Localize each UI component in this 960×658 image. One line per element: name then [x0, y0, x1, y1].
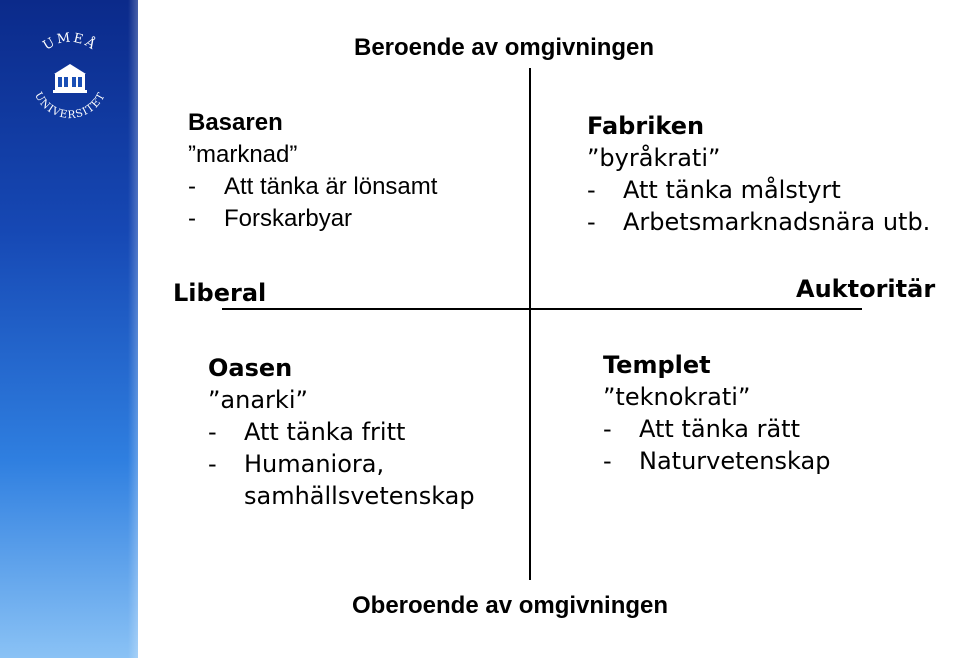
list-item-continuation: samhällsvetenskap [244, 482, 475, 510]
quadrant-title: Oasen [208, 354, 293, 382]
umea-university-logo-icon [20, 28, 120, 128]
quadrant-title: Templet [603, 351, 711, 379]
list-item-text: Humaniora, [244, 450, 385, 478]
building-icon [53, 64, 87, 93]
list-item-text: Forskarbyar [224, 205, 353, 232]
quadrant-subtitle: ”marknad” [188, 141, 298, 168]
list-item: - Att tänka fritt [208, 418, 406, 446]
vertical-axis [529, 68, 531, 580]
list-item: - Forskarbyar [188, 205, 353, 232]
side-gradient-band [0, 0, 138, 658]
list-item: - Att tänka är lönsamt [188, 173, 438, 200]
list-item-text: Att tänka är lönsamt [224, 173, 438, 200]
quadrant-bottom-left [208, 352, 475, 512]
quadrant-subtitle: ”teknokrati” [603, 383, 751, 411]
list-item: - Att tänka målstyrt [587, 176, 841, 204]
list-item: - Att tänka rätt [603, 415, 800, 443]
axis-right-label: Auktoritär [796, 275, 936, 303]
list-item-text: Att tänka målstyrt [623, 176, 841, 204]
list-item-text: Naturvetenskap [639, 447, 831, 475]
horizontal-axis [222, 308, 862, 310]
quadrant-subtitle: ”anarki” [208, 386, 308, 414]
list-item-text: Arbetsmarknadsnära utb. [623, 208, 931, 236]
list-item-text: Att tänka rätt [639, 415, 800, 443]
quadrant-top-right [587, 110, 930, 238]
axis-left-label: Liberal [173, 279, 267, 307]
logo-bottom-text: UNIVERSITET [31, 90, 108, 122]
quadrant-title: Basaren [188, 109, 283, 136]
quadrant-bottom-right [603, 349, 830, 477]
list-item: - Naturvetenskap [603, 447, 831, 475]
quadrant-top-left [188, 107, 437, 235]
seal-graphic [20, 28, 120, 128]
logo-top-text: UMEÅ [40, 30, 100, 54]
list-item: - Humaniora, [208, 450, 385, 478]
axis-bottom-label: Oberoende av omgivningen [352, 592, 669, 619]
quadrant-subtitle: ”byråkrati” [587, 144, 721, 172]
list-item: - Arbetsmarknadsnära utb. [587, 208, 931, 236]
list-item-text: Att tänka fritt [244, 418, 406, 446]
axis-top-label: Beroende av omgivningen [354, 34, 655, 61]
quadrant-title: Fabriken [587, 112, 705, 140]
